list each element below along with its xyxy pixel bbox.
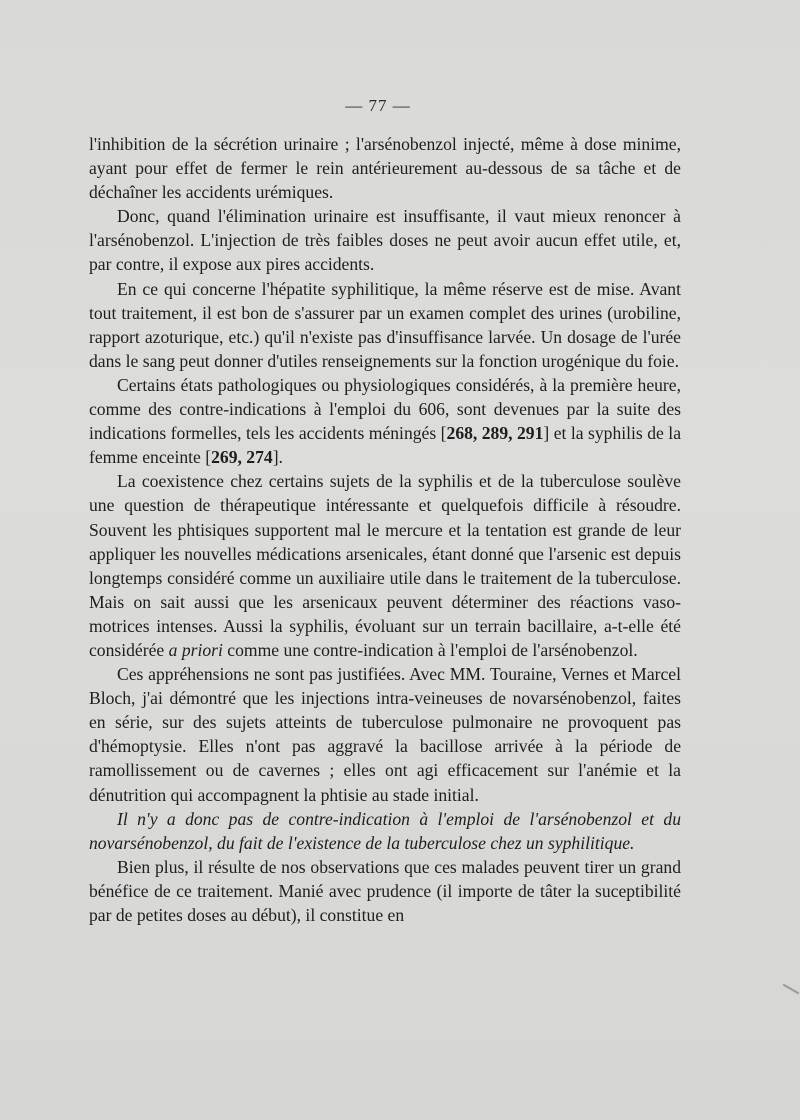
page-number: — 77 —: [345, 96, 411, 115]
paragraph-4-text-a: Certains états pathologiques ou physiologiques considérés, à la première heure, comme des contre-indications à l'emploi du 606, sont devenues par la suite des indications formelles, tels les accidents méningés [: [89, 374, 681, 444]
conclusion-italic: Il n'y a donc pas de contre-indication à l'emploi de l'arsénobenzol et du novarsénobenzol, du fait de l'existence de la tuberculose chez un syphilitique.: [89, 808, 681, 853]
paragraph-6: Ces appréhensions ne sont pas justifiées. Avec MM. Touraine, Vernes et Marcel Bloch, j'ai démontré que les injections intra-veineuses de novarsénobenzol, faites en série, sur des sujets atteints de tuberculose pulmonaire ne provoquent pas d'hémoptysie. Elles n'ont pas aggravé la bacillose arrivée à la période de ramollissement ou de cavernes ; elles ont agi efficacement sur l'anémie et la dénutrition qui accompagnent la phtisie au stade initial.: [89, 664, 681, 805]
paragraph-8: Bien plus, il résulte de nos observations que ces malades peuvent tirer un grand bénéfice de ce traitement. Manié avec prudence (il importe de tâter la suceptibilité par de petites doses au début), il constitue en: [89, 856, 681, 925]
paragraph-3: En ce qui concerne l'hépatite syphilitique, la même réserve est de mise. Avant tout traitement, il est bon de s'assurer par un examen complet des urines (urobiline, rapport azoturique, etc.) qu'il n'existe pas d'insuffisance larvée. Un dosage de l'urée dans le sang peut donner d'utiles renseignements sur la fonction urogénique du foie.: [89, 278, 681, 371]
paragraph-1: l'inhibition de la sécrétion urinaire ; l'arsénobenzol injecté, même à dose minime, ayant pour effet de fermer le rein antérieurement au-dessous de sa tâche et de déchaîner les accidents urémiques.: [89, 134, 681, 203]
body-text: [89, 132, 681, 927]
paragraph-4-text-c: ].: [272, 447, 283, 468]
paragraph-5-text-b: comme une contre-indication à l'emploi de l'arsénobenzol.: [222, 639, 638, 660]
latin-phrase: a priori: [168, 639, 223, 660]
paragraph-5: [89, 469, 681, 662]
paragraph-4: [89, 373, 681, 469]
page-edge-mark: [783, 984, 800, 995]
paragraph-5-text-a: La coexistence chez certains sujets de la syphilis et de la tuberculose soulève une question de thérapeutique intéressante et quelquefois difficile à résoudre. Souvent les phtisiques supportent mal le mercure et la tentation est grande de leur appliquer les nouvelles médications arsenicales, étant donné que l'arsenic est depuis longtemps considéré comme un auxiliaire utile dans le traitement de la tuberculose. Mais on sait aussi que les arsenicaux peuvent déterminer des réactions vaso-motrices intenses. Aussi la syphilis, évoluant sur un terrain bacillaire, a-t-elle été considérée: [89, 471, 681, 660]
paragraph-4-text-b: ] et la syphilis de la femme enceinte [: [89, 423, 682, 468]
reference-citation-2: 269, 274: [211, 447, 273, 468]
reference-citation-1: 268, 289, 291: [446, 423, 544, 444]
paragraph-2: Donc, quand l'élimination urinaire est insuffisante, il vaut mieux renoncer à l'arsénobenzol. L'injection de très faibles doses ne peut avoir aucun effet utile, et, par contre, il expose aux pires accidents.: [89, 206, 681, 275]
